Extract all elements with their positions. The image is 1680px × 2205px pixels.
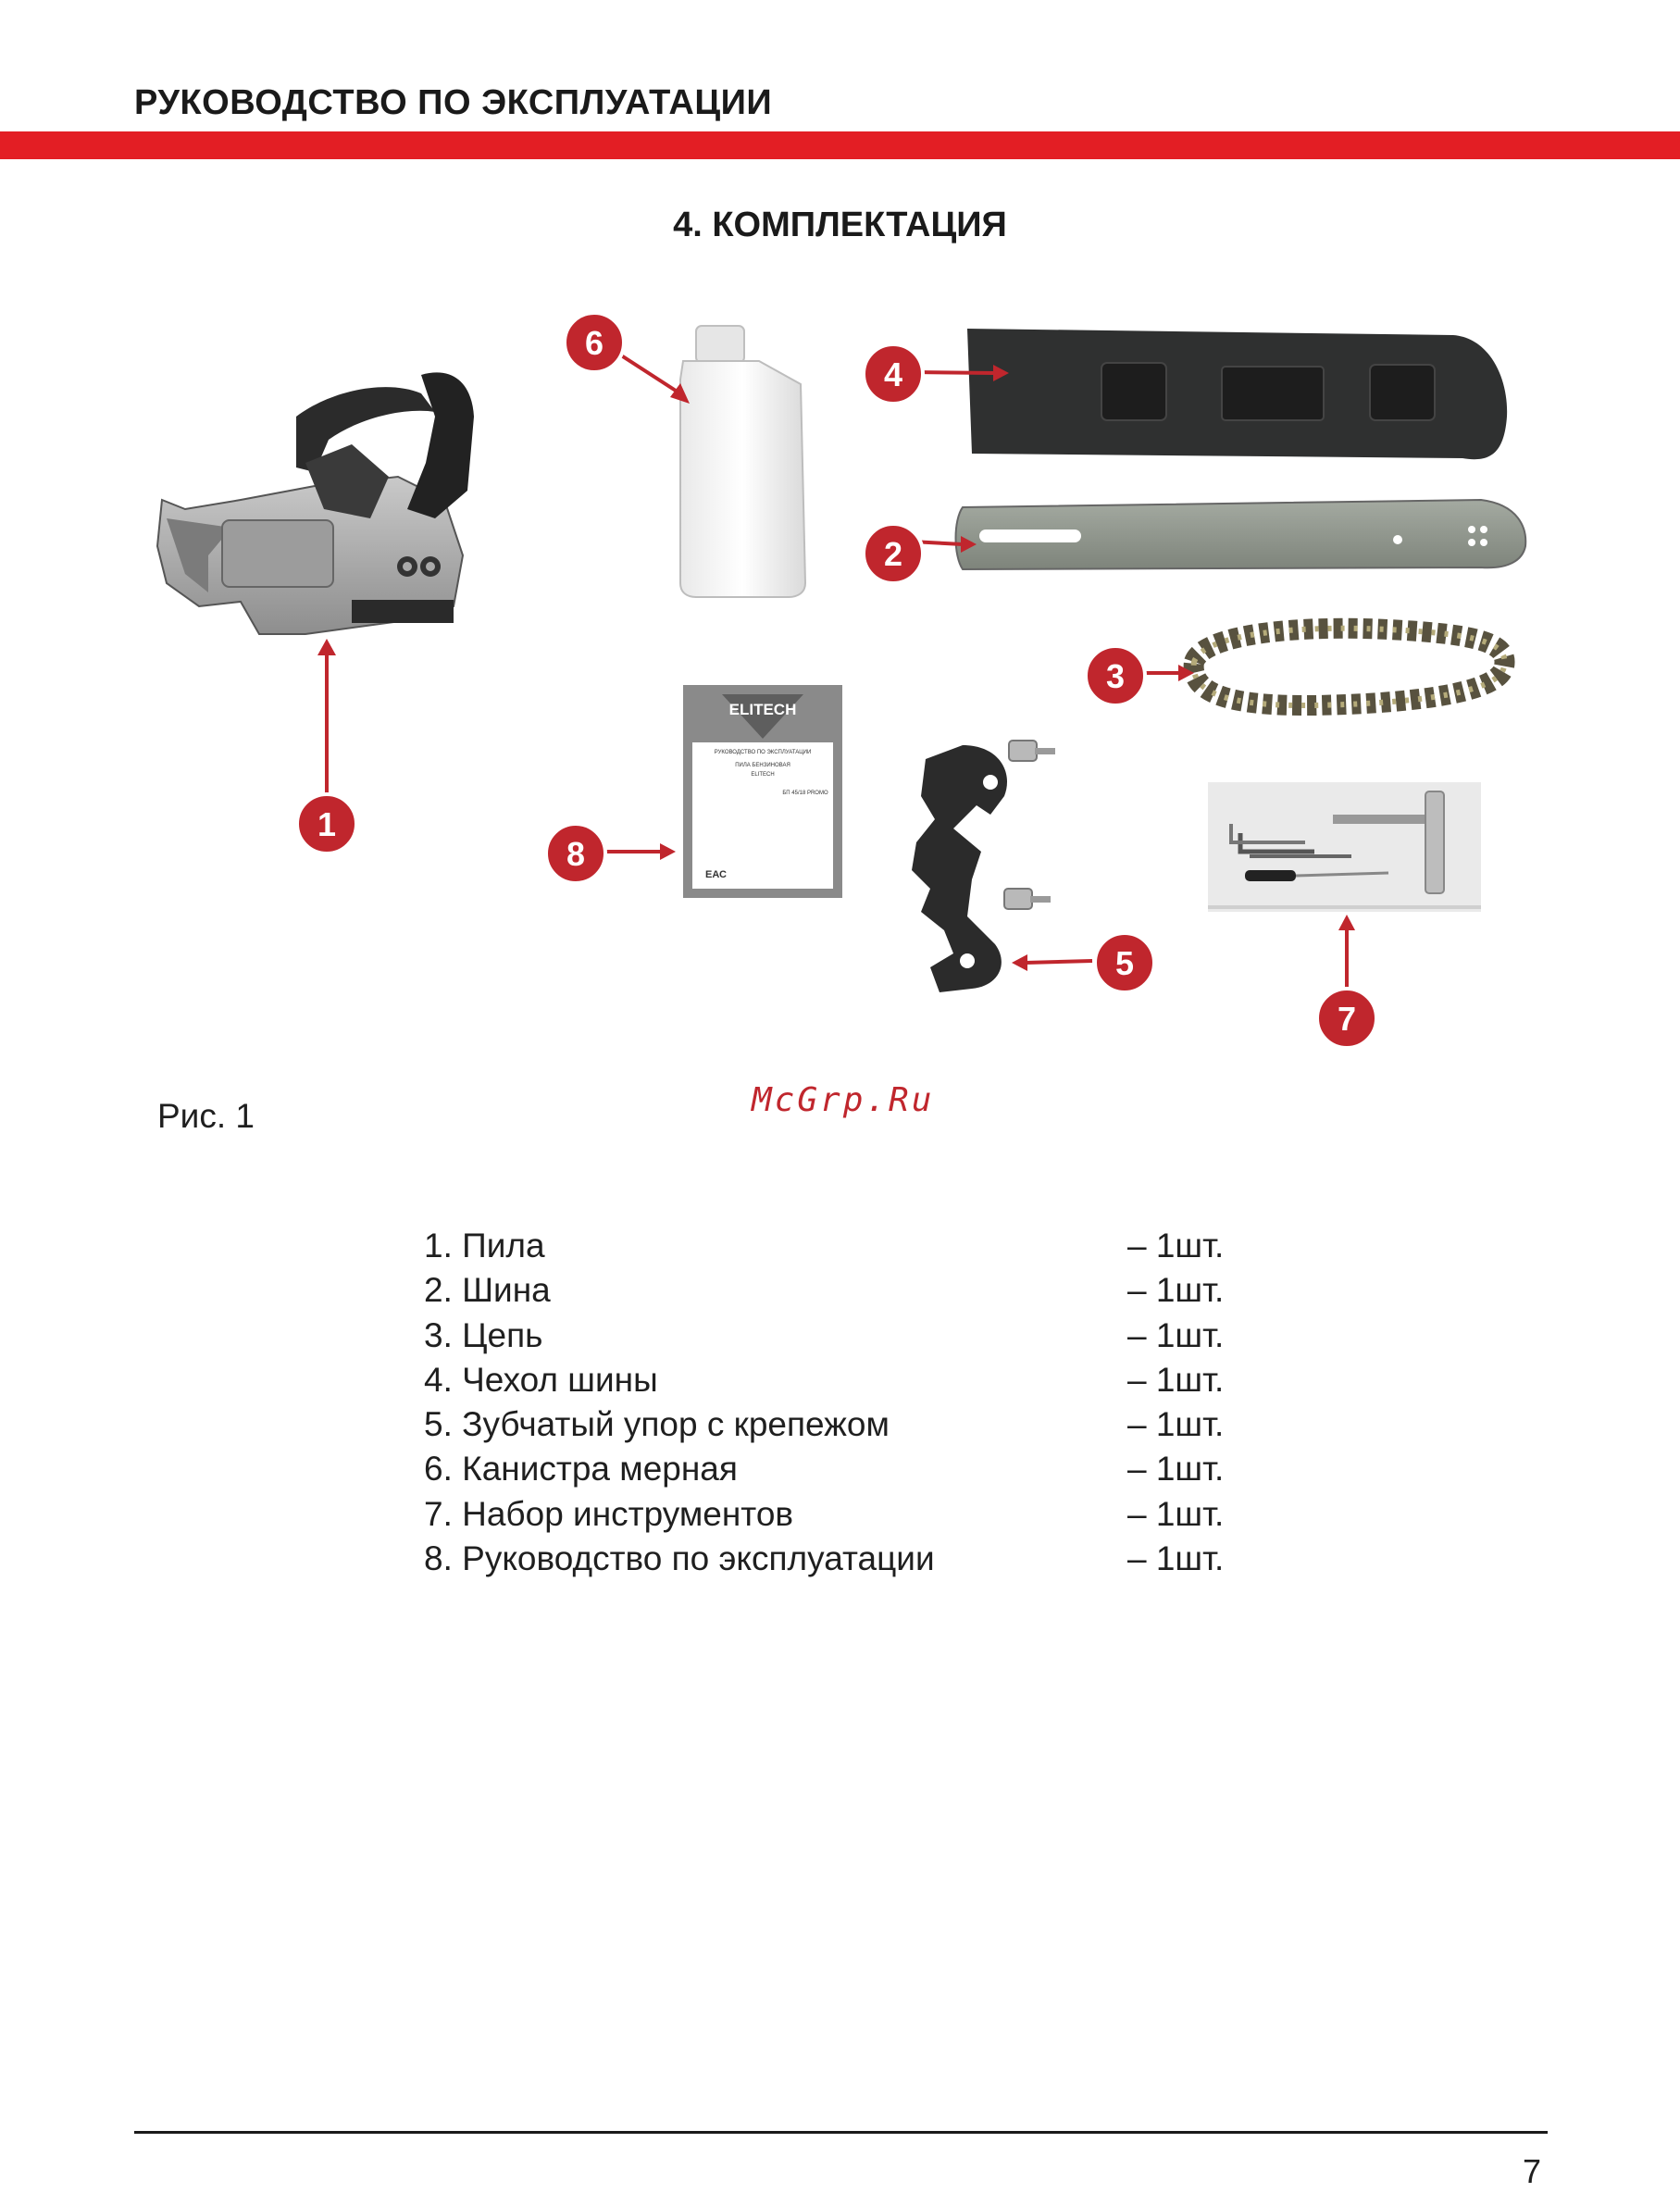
- svg-text:3: 3: [1105, 657, 1126, 695]
- part-quantity: – 1шт.: [1127, 1405, 1225, 1444]
- list-item: [424, 1314, 1238, 1358]
- part-quantity: – 1шт.: [1127, 1494, 1225, 1533]
- chainsaw-image: [157, 372, 474, 634]
- header-red-bar: [0, 131, 1680, 159]
- list-item: [424, 1224, 1238, 1268]
- running-header: РУКОВОДСТВО ПО ЭКСПЛУАТАЦИИ: [134, 83, 773, 122]
- manual-booklet-image: [683, 685, 842, 898]
- watermark: McGrp.Ru: [752, 1081, 935, 1119]
- measuring-bottle-image: [680, 326, 805, 597]
- svg-text:2: 2: [883, 535, 903, 573]
- callout-1: [297, 794, 356, 853]
- eac-mark: ЕАС: [705, 869, 727, 880]
- svg-text:8: 8: [566, 835, 586, 873]
- figure-package-contents: [0, 278, 1680, 1074]
- bumper-spike-image: [912, 741, 1055, 992]
- svg-text:6: 6: [584, 324, 604, 362]
- part-quantity: – 1шт.: [1127, 1539, 1225, 1578]
- list-item: [424, 1537, 1238, 1581]
- callout-8: [546, 824, 605, 883]
- parts-list: [424, 1224, 1238, 1581]
- part-name: 5. Зубчатый упор с крепежом: [424, 1405, 890, 1444]
- callout-3: [1086, 646, 1145, 705]
- callout-7: [1317, 989, 1376, 1048]
- part-name: 1. Пила: [424, 1227, 545, 1264]
- part-quantity: – 1шт.: [1127, 1360, 1225, 1399]
- saw-chain-image: [1194, 629, 1505, 705]
- part-name: 3. Цепь: [424, 1315, 543, 1354]
- svg-text:5: 5: [1114, 944, 1135, 982]
- svg-text:1: 1: [317, 805, 337, 843]
- section-title: 4. КОМПЛЕКТАЦИЯ: [673, 206, 1007, 244]
- svg-text:7: 7: [1337, 1000, 1357, 1038]
- list-item: [424, 1268, 1238, 1313]
- manual-brand-logo: ELITECH: [728, 701, 797, 718]
- manual-cover-subtitle: ПИЛА БЕНЗИНОВАЯ: [735, 763, 790, 768]
- part-name: 7. Набор инструментов: [424, 1494, 794, 1533]
- part-name: 6. Канистра мерная: [424, 1450, 738, 1489]
- part-name: 2. Шина: [424, 1271, 551, 1310]
- list-item: [424, 1358, 1238, 1402]
- callout-5: [1095, 933, 1154, 992]
- part-name: 4. Чехол шины: [424, 1360, 658, 1399]
- list-item: [424, 1447, 1238, 1491]
- callout-6: [565, 313, 624, 372]
- callout-4: [864, 344, 923, 404]
- part-quantity: – 1шт.: [1127, 1271, 1225, 1310]
- tool-set-image: [1208, 782, 1481, 912]
- list-item: [424, 1492, 1238, 1537]
- part-name: 8. Руководство по эксплуатации: [424, 1539, 935, 1578]
- list-item: [424, 1402, 1238, 1447]
- part-quantity: – 1шт.: [1127, 1450, 1225, 1489]
- page-number: 7: [1522, 2152, 1541, 2190]
- guide-bar-image: [956, 500, 1526, 569]
- callout-2: [864, 524, 923, 583]
- manual-cover-brand: ELITECH: [751, 772, 775, 778]
- figure-caption: Рис. 1: [157, 1097, 255, 1135]
- footer-divider: [134, 2131, 1548, 2134]
- manual-cover-model: БП 45/18 PROMO: [782, 791, 828, 796]
- bar-cover-image: [967, 329, 1507, 459]
- svg-text:4: 4: [883, 355, 903, 393]
- manual-cover-title: РУКОВОДСТВО ПО ЭКСПЛУАТАЦИИ: [714, 750, 812, 755]
- part-quantity: – 1шт.: [1127, 1315, 1225, 1354]
- part-quantity: – 1шт.: [1127, 1227, 1225, 1264]
